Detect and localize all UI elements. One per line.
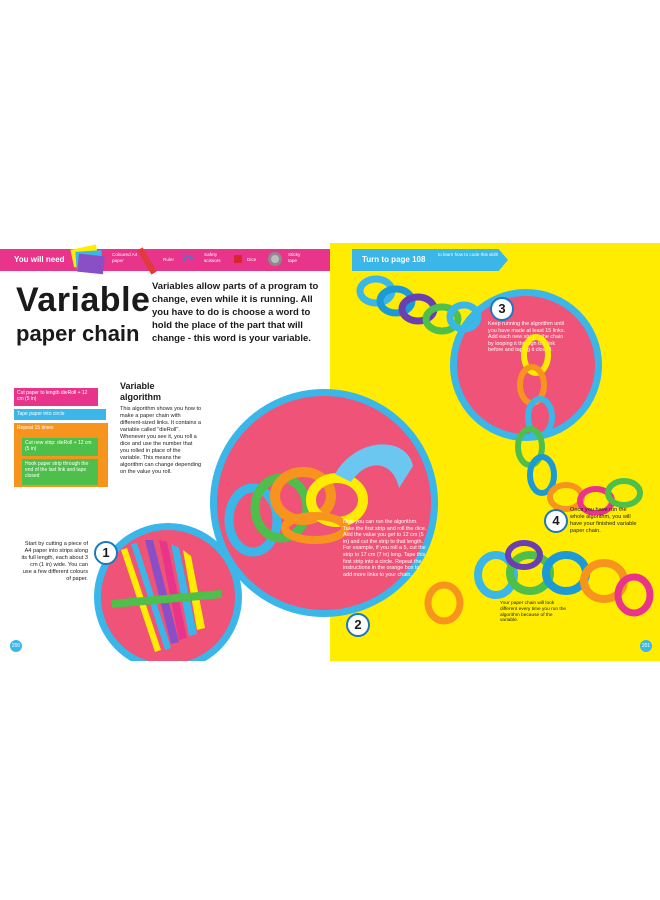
item-safety-scissors: Safety scissors	[204, 252, 221, 263]
step-1-number: 1	[94, 541, 118, 565]
algorithm-heading-line1: Variable	[120, 381, 155, 391]
item-ruler: Ruler	[163, 257, 174, 262]
sticky-tape-icon	[268, 252, 282, 266]
step-3-text: Keep running the algorithm until you have made at least 15 links. Add each new strip to the chain by looping it through the link before and taping it closed.	[488, 321, 566, 354]
item-dice: Dice	[247, 257, 257, 262]
dice-icon	[234, 255, 242, 263]
turn-to-page-label: Turn to page 108	[362, 255, 426, 264]
algorithm-description: This algorithm shows you how to make a paper chain with different-sized links. It contains a variable called "dieRoll". Whenever you see it, you roll a dice and use the number that you rolled in place of the variable. This means the algorithm can change depending on the value you roll.	[120, 406, 202, 475]
step-3-number: 3	[490, 297, 514, 321]
page-title-line2: paper chain	[16, 321, 140, 346]
step-4-text: Once you have run the whole algorithm, you will have your finished variable paper chain.	[570, 507, 637, 534]
intro-paragraph: Variables allow parts of a program to change, even while it is running. All you have to do is choose a word to hold the place of the part that will change - this word is your variable.	[152, 281, 319, 344]
algorithm-heading	[120, 381, 161, 403]
item-sticky-tape: Sticky tape	[288, 252, 301, 263]
scissors-icon: ✂	[182, 250, 196, 267]
left-page-number: 200	[10, 640, 22, 652]
step-1-text: Start by cutting a piece of A4 paper into strips along its full length, each about 3 cm (1 in) wide. You can use a few different colours of paper.	[21, 541, 88, 582]
algorithm-step-5: Hook paper strip through the end of the last link and tape closed	[22, 459, 98, 485]
turn-to-page-note: to learn how to code this skill!	[438, 252, 499, 257]
coloured-paper-icon	[68, 245, 108, 275]
algorithm-step-1: Cut paper to length dieRoll + 12 cm (5 in)	[14, 388, 98, 406]
paper-chain-illustration-top	[356, 275, 656, 515]
algorithm-step-4: Cut new strip: dieRoll + 12 cm (5 in)	[22, 438, 98, 456]
algorithm-step-3: Repeat 15 times	[17, 425, 54, 431]
step-4-number: 4	[544, 509, 568, 533]
paper-chain-illustration-bottom	[420, 539, 660, 649]
paper-strips-illustration	[101, 530, 235, 661]
chain-note: Your paper chain will look different every time you run the algorithm because of the variable.	[500, 601, 567, 624]
algorithm-step-2: Tape paper into circle	[14, 409, 106, 420]
right-page-number: 201	[640, 640, 652, 652]
book-spread	[0, 243, 660, 661]
you-will-need-label: You will need	[14, 255, 65, 264]
step-2-text: Now you can run the algorithm. Take the first strip and roll the dice. Add the value you get to 12 cm (5 in) and cut the strip to that length. For example, if you roll a 5, cut the strip to 17 cm (7 in) long. Tape this first strip into a circle. Repeat the instructions in the orange box to add more links to your chain.	[343, 519, 427, 578]
item-coloured-paper: Coloured A4 paper	[112, 252, 138, 263]
page-title-line1: Variable	[16, 281, 151, 319]
step-2-number: 2	[346, 613, 370, 637]
algorithm-heading-line2: algorithm	[120, 392, 162, 402]
